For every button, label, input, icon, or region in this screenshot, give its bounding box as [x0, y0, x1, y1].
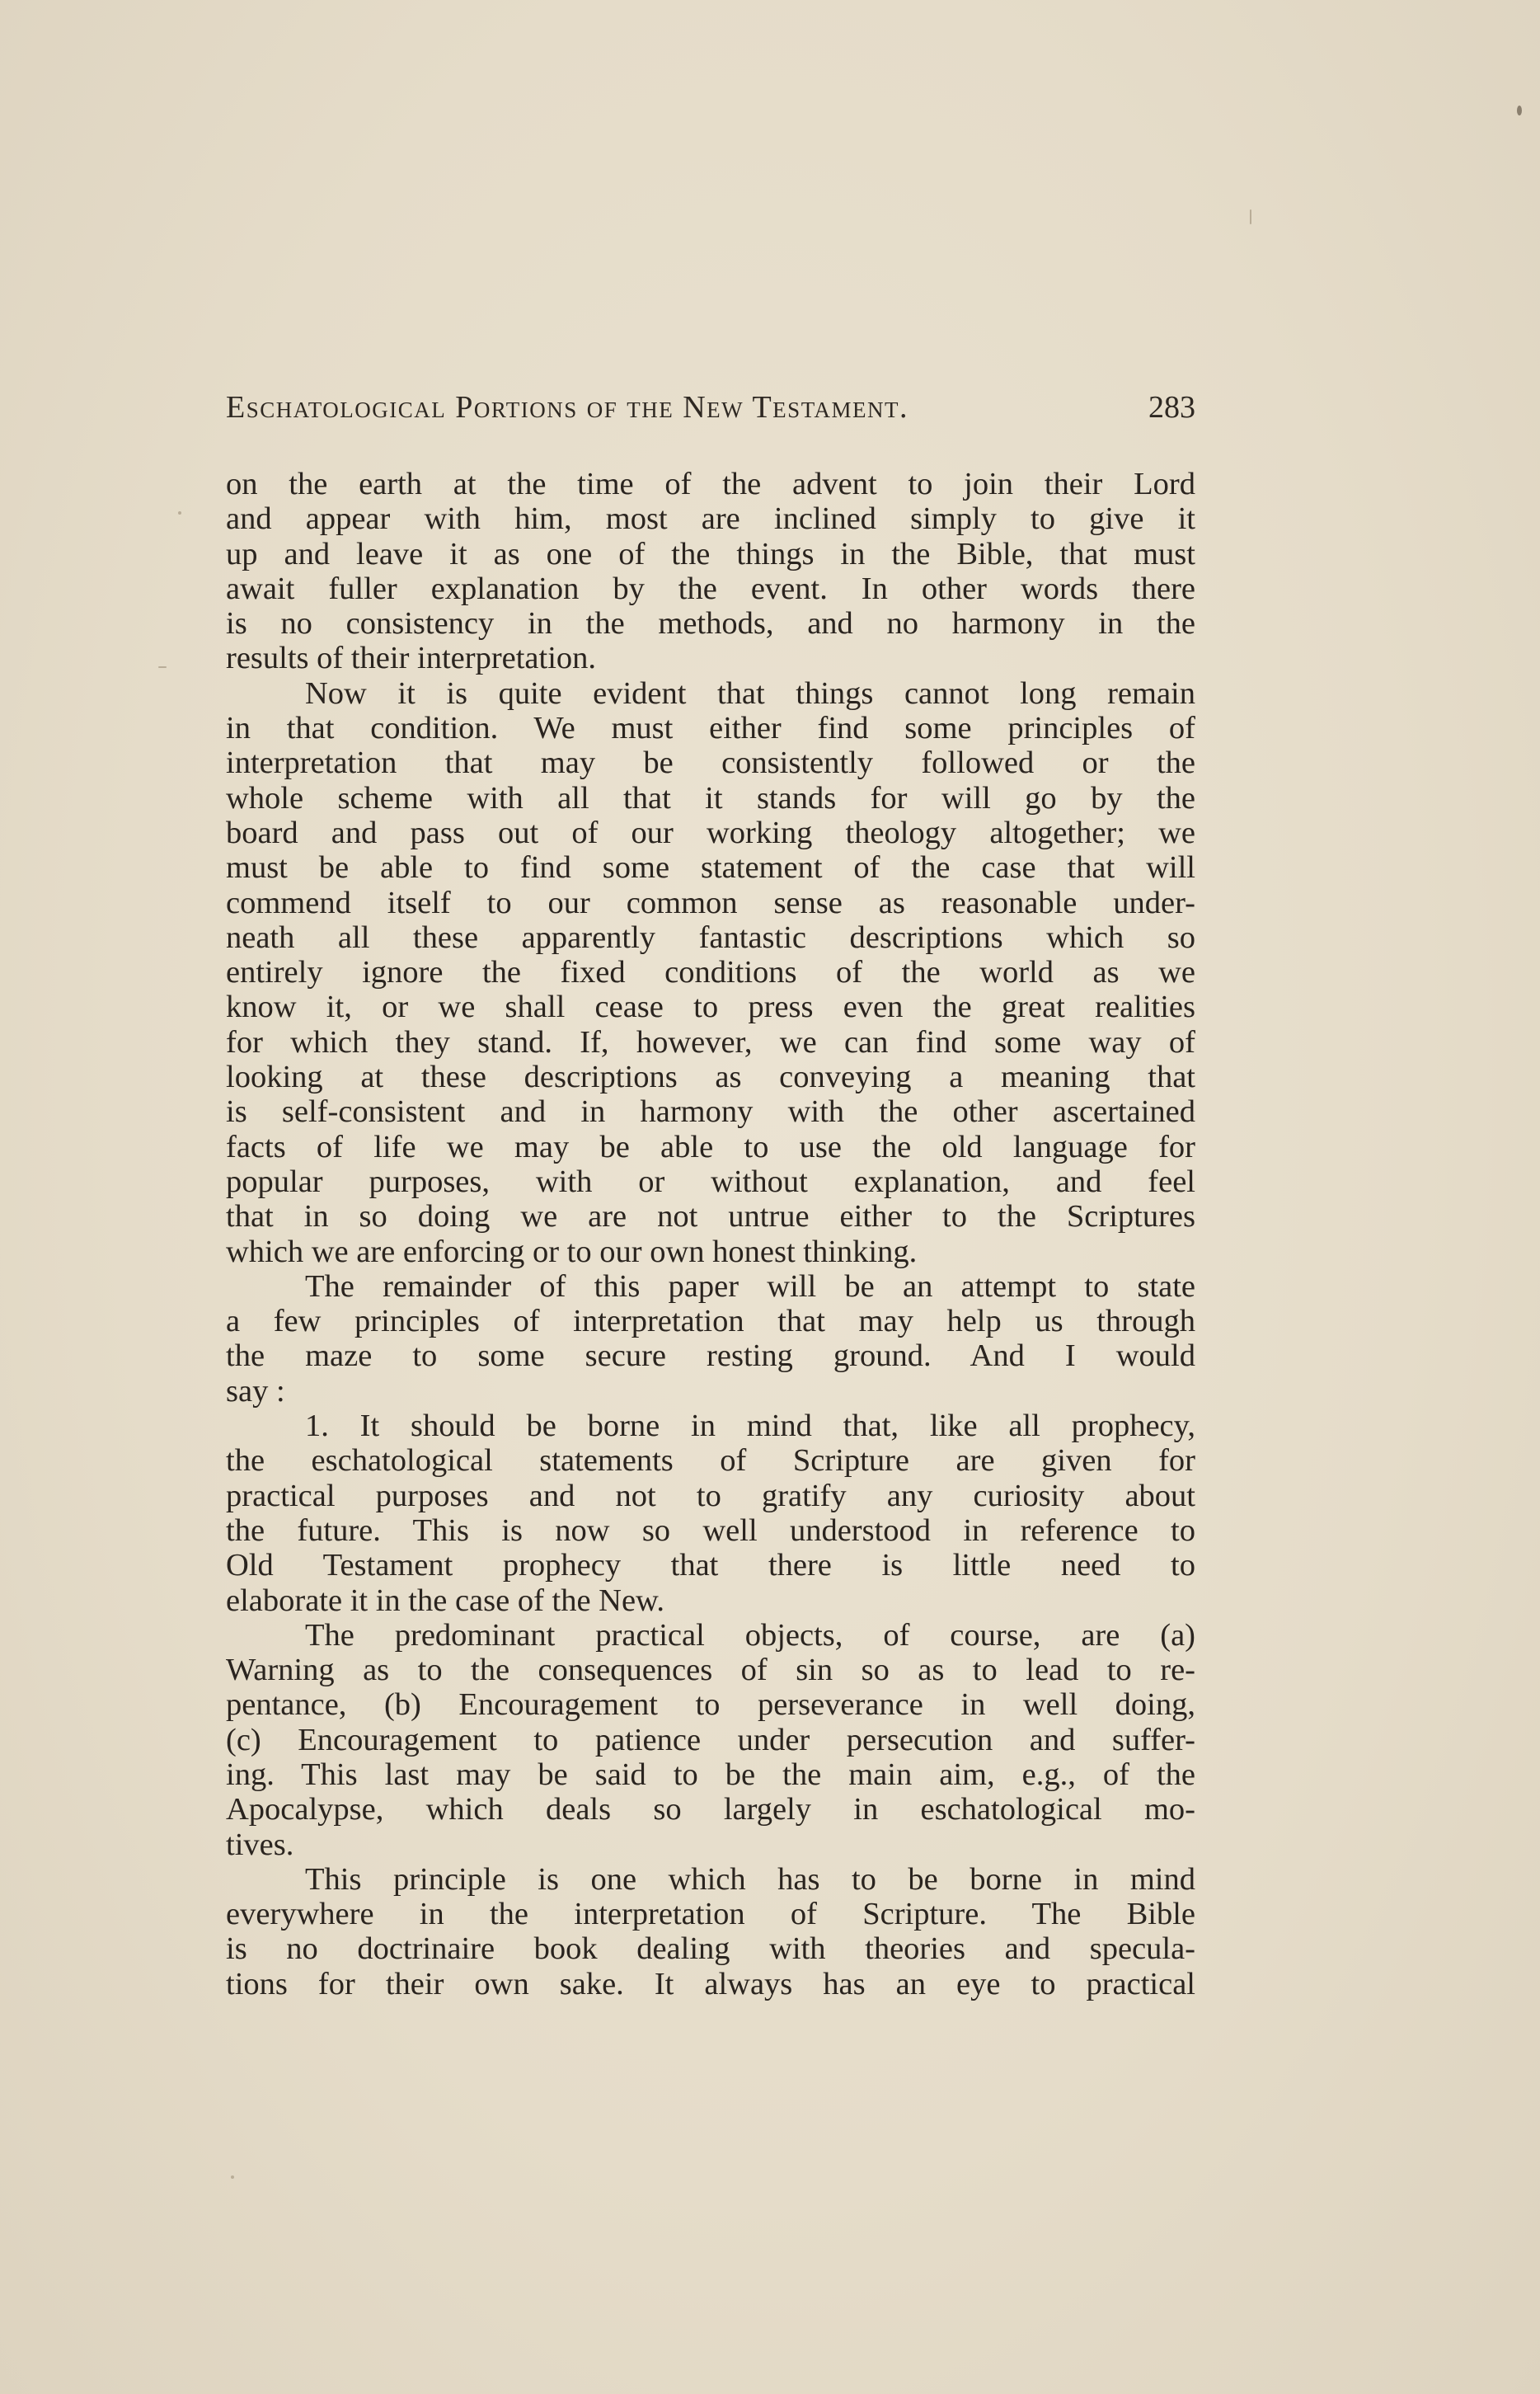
text-line: practical purposes and not to gratify any curiosity about — [226, 1478, 1195, 1513]
text-line: commend itself to our common sense as reasonable under- — [226, 885, 1195, 920]
text-line: await fuller explanation by the event. In other words there — [226, 571, 1195, 606]
text-line: tions for their own sake. It always has an eye to practical — [226, 1966, 1195, 2001]
paper-speck — [231, 2175, 234, 2179]
text-line: Now it is quite evident that things cannot long remain — [305, 675, 1195, 711]
text-line: The remainder of this paper will be an attempt to state — [305, 1268, 1195, 1304]
text-line: Old Testament prophecy that there is little need to — [226, 1548, 1195, 1583]
paper-speck — [1250, 209, 1251, 224]
text-line: which we are enforcing or to our own honest thinking. — [226, 1234, 918, 1269]
text-line: This principle is one which has to be borne in mind — [305, 1861, 1195, 1897]
text-line: pentance, (b) Encouragement to perseverance in well doing, — [226, 1687, 1195, 1723]
text-line: up and leave it as one of the things in the Bible, that must — [226, 536, 1195, 571]
text-line: must be able to find some statement of the case that will — [226, 850, 1195, 886]
text-line: Warning as to the consequences of sin so as to lead to re- — [226, 1653, 1195, 1688]
text-line: a few principles of interpretation that may help us through — [226, 1304, 1195, 1339]
text-line: in that condition. We must either find some principles of — [226, 711, 1195, 746]
running-header — [226, 389, 1195, 439]
text-line: facts of life we may be able to use the old language for — [226, 1129, 1195, 1164]
text-line: tives. — [226, 1827, 294, 1862]
text-line: and appear with him, most are inclined simply to give it — [226, 501, 1195, 537]
text-line: whole scheme with all that it stands for will go by the — [226, 780, 1195, 816]
text-line: that in so doing we are not untrue either to the Scriptures — [226, 1199, 1195, 1235]
text-line: 1. It should be borne in mind that, like all prophecy, — [305, 1409, 1195, 1444]
body-text — [226, 467, 1195, 2001]
text-line: popular purposes, with or without explanation, and feel — [226, 1164, 1195, 1199]
text-line: ing. This last may be said to be the main aim, e.g., of the — [226, 1757, 1195, 1792]
text-line: know it, or we shall cease to press even the great realities — [226, 990, 1195, 1025]
paper-speck — [1517, 106, 1522, 115]
text-line: the eschatological statements of Scripture are given for — [226, 1443, 1195, 1479]
paper-speck — [158, 666, 167, 668]
text-line: is no doctrinaire book dealing with theories and specula- — [226, 1931, 1195, 1967]
text-line: Apocalypse, which deals so largely in eschatological mo- — [226, 1792, 1195, 1827]
text-line: interpretation that may be consistently followed or the — [226, 745, 1195, 781]
text-line: for which they stand. If, however, we can find some way of — [226, 1024, 1195, 1060]
paper-speck — [178, 511, 181, 515]
text-line: is no consistency in the methods, and no harmony in the — [226, 606, 1195, 642]
text-line: looking at these descriptions as conveying a meaning that — [226, 1060, 1195, 1095]
text-line: the future. This is now so well understood in reference to — [226, 1512, 1195, 1548]
running-title: Eschatological Portions of the New Testament. — [226, 390, 909, 425]
text-line: everywhere in the interpretation of Scripture. The Bible — [226, 1897, 1195, 1932]
text-line: entirely ignore the fixed conditions of the world as we — [226, 955, 1195, 990]
text-line: neath all these apparently fantastic descriptions which so — [226, 920, 1195, 955]
text-line: say : — [226, 1373, 285, 1409]
text-line: the maze to some secure resting ground. And I would — [226, 1338, 1195, 1374]
text-line: The predominant practical objects, of course, are (a) — [305, 1617, 1195, 1653]
text-line: is self-consistent and in harmony with the other ascertained — [226, 1094, 1195, 1130]
text-line: results of their interpretation. — [226, 641, 597, 676]
page-number: 283 — [1148, 390, 1195, 425]
text-line: (c) Encouragement to patience under persecution and suffer- — [226, 1722, 1195, 1757]
text-line: board and pass out of our working theology altogether; we — [226, 815, 1195, 850]
text-line: elaborate it in the case of the New. — [226, 1583, 664, 1618]
text-line: on the earth at the time of the advent to join their Lord — [226, 467, 1195, 501]
